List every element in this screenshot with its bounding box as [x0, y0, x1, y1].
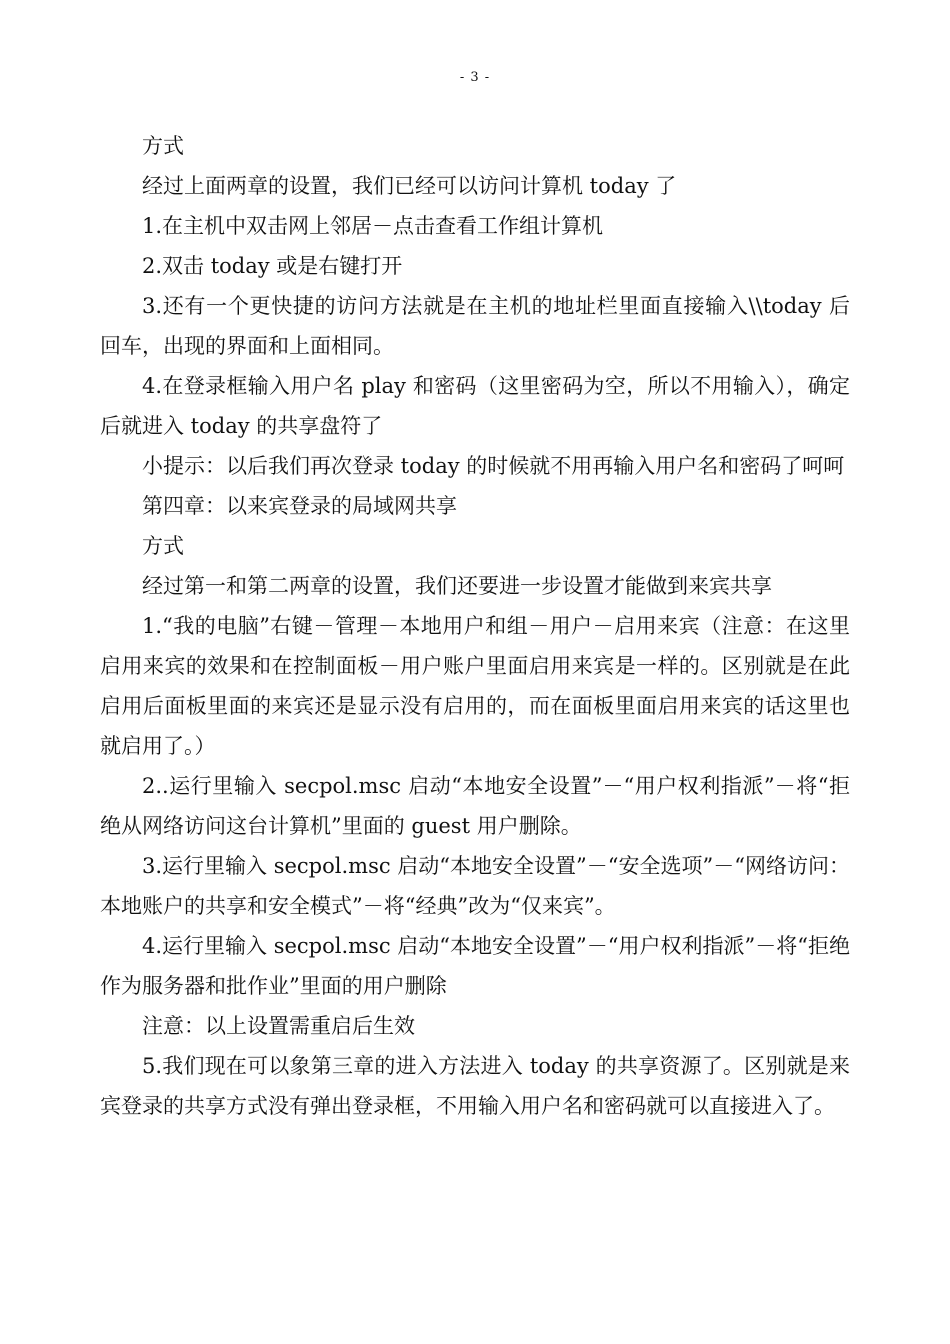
paragraph-guest-step-5: 5.我们现在可以象第三章的进入方法进入 today 的共享资源了。区别就是来宾登录的共享方式没有弹出登录框，不用输入用户名和密码就可以直接进入了。	[100, 1054, 850, 1118]
paragraph-guest-step-1: 1.“我的电脑”右键－管理－本地用户和组－用户－启用来宾（注意：在这里启用来宾的效果和在控制面板－用户账户里面启用来宾是一样的。区别就是在此启用后面板里面的来宾还是显示没有启用的，而在面板里面启用来宾的话这里也就启用了。）	[100, 614, 850, 758]
paragraph-guest-step-2: 2..运行里输入 secpol.msc 启动“本地安全设置”－“用户权利指派”－将“拒绝从网络访问这台计算机”里面的 guest 用户删除。	[100, 774, 850, 838]
paragraph-method-heading-2: 方式	[142, 534, 184, 558]
body-text	[100, 126, 850, 1126]
paragraph-step-3: 3.还有一个更快捷的访问方法就是在主机的地址栏里面直接输入\\today 后回车，出现的界面和上面相同。	[100, 294, 850, 358]
paragraph-intro: 经过上面两章的设置，我们已经可以访问计算机 today 了	[142, 174, 677, 198]
paragraph-notice: 注意：以上设置需重启后生效	[142, 1014, 415, 1038]
page-number: - 3 -	[459, 70, 491, 85]
chapter-four-heading: 第四章：以来宾登录的局域网共享	[142, 494, 457, 518]
paragraph-step-4: 4.在登录框输入用户名 play 和密码（这里密码为空，所以不用输入），确定后就进入 today 的共享盘符了	[100, 374, 850, 438]
paragraph-tip: 小提示：以后我们再次登录 today 的时候就不用再输入用户名和密码了呵呵	[142, 454, 845, 478]
paragraph-method-heading: 方式	[142, 134, 184, 158]
paragraph-guest-step-3: 3.运行里输入 secpol.msc 启动“本地安全设置”－“安全选项”－“网络访问：本地账户的共享和安全模式”－将“经典”改为“仅来宾”。	[100, 854, 850, 918]
paragraph-step-2: 2.双击 today 或是右键打开	[142, 254, 403, 278]
paragraph-guest-step-4: 4.运行里输入 secpol.msc 启动“本地安全设置”－“用户权利指派”－将“拒绝作为服务器和批作业”里面的用户删除	[100, 934, 850, 998]
paragraph-step-1: 1.在主机中双击网上邻居－点击查看工作组计算机	[142, 214, 604, 238]
paragraph-guest-intro: 经过第一和第二两章的设置，我们还要进一步设置才能做到来宾共享	[142, 574, 772, 598]
